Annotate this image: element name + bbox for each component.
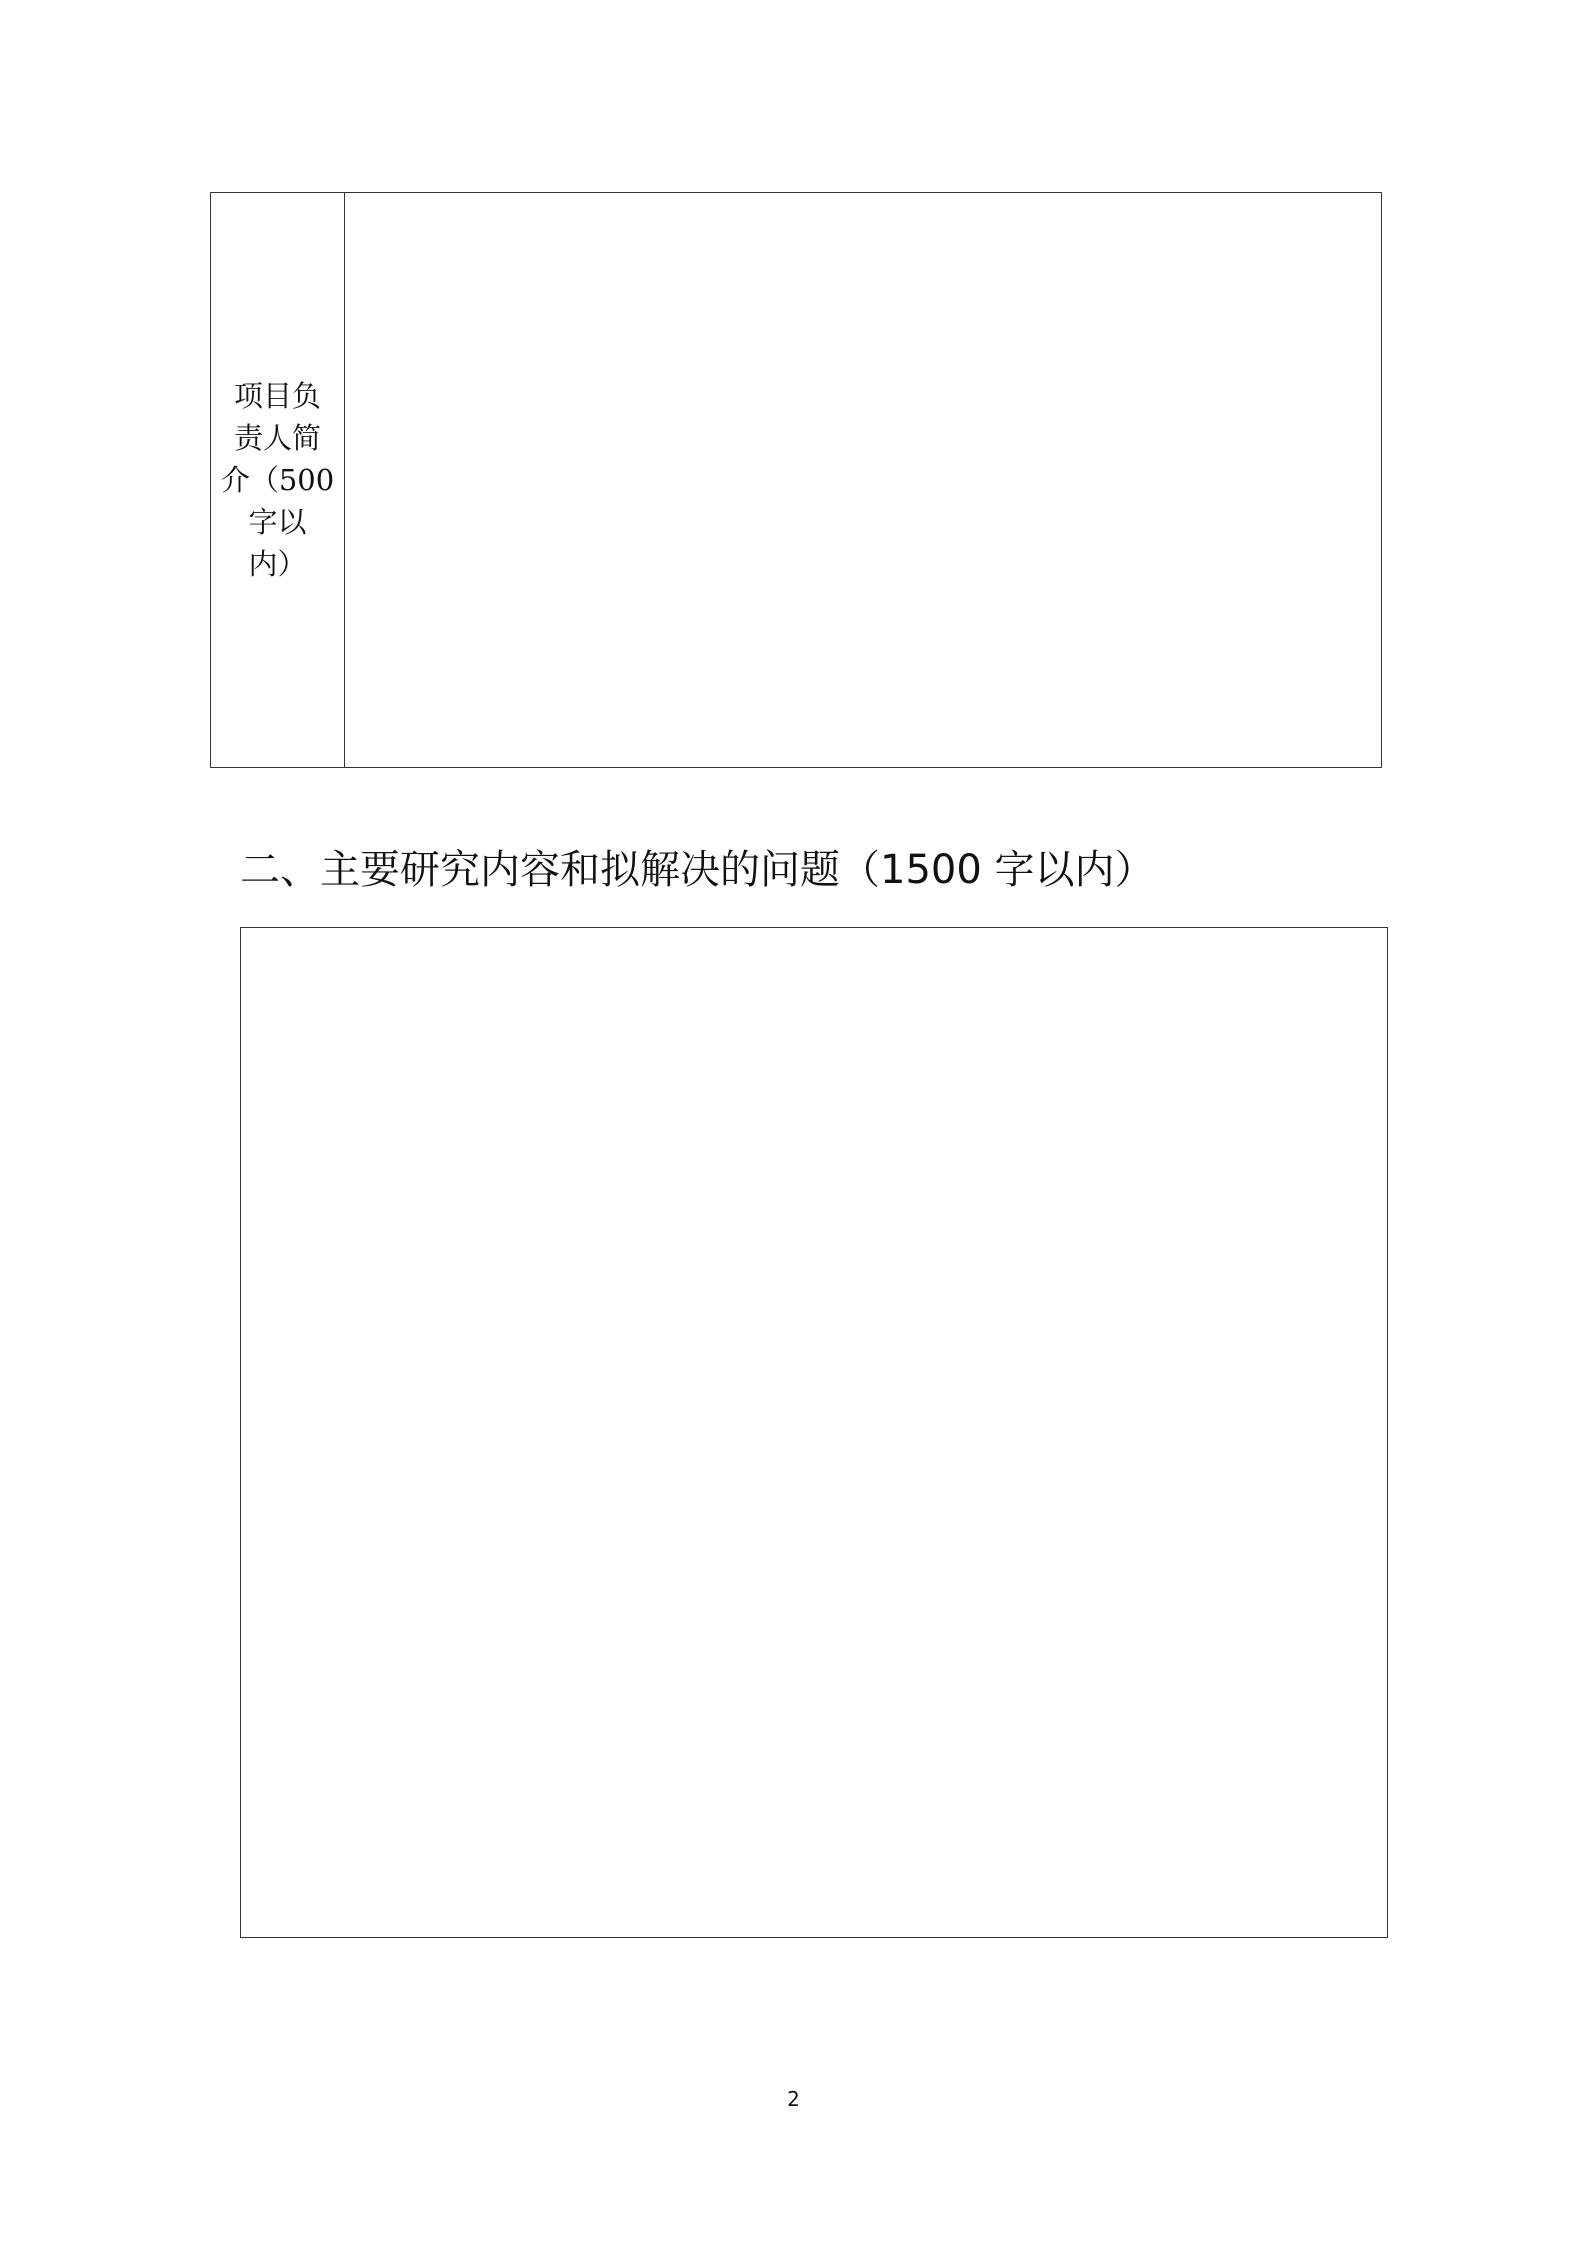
- leader-intro-label-line: 责人简: [233, 421, 321, 455]
- section-2-heading: 二、主要研究内容和拟解决的问题（1500 字以内）: [240, 847, 1155, 893]
- leader-intro-label-line: 字以: [248, 505, 307, 539]
- leader-intro-table: [210, 192, 1382, 768]
- page-number: 2: [787, 2087, 800, 2111]
- leader-intro-label-line: 内）: [248, 547, 307, 581]
- leader-intro-label-line: 介（500: [220, 463, 335, 497]
- leader-intro-label-line: 项目负: [233, 379, 321, 413]
- research-content-input-area[interactable]: [240, 927, 1388, 1938]
- leader-intro-input-area[interactable]: [345, 193, 1381, 767]
- leader-intro-label-cell: [211, 193, 345, 767]
